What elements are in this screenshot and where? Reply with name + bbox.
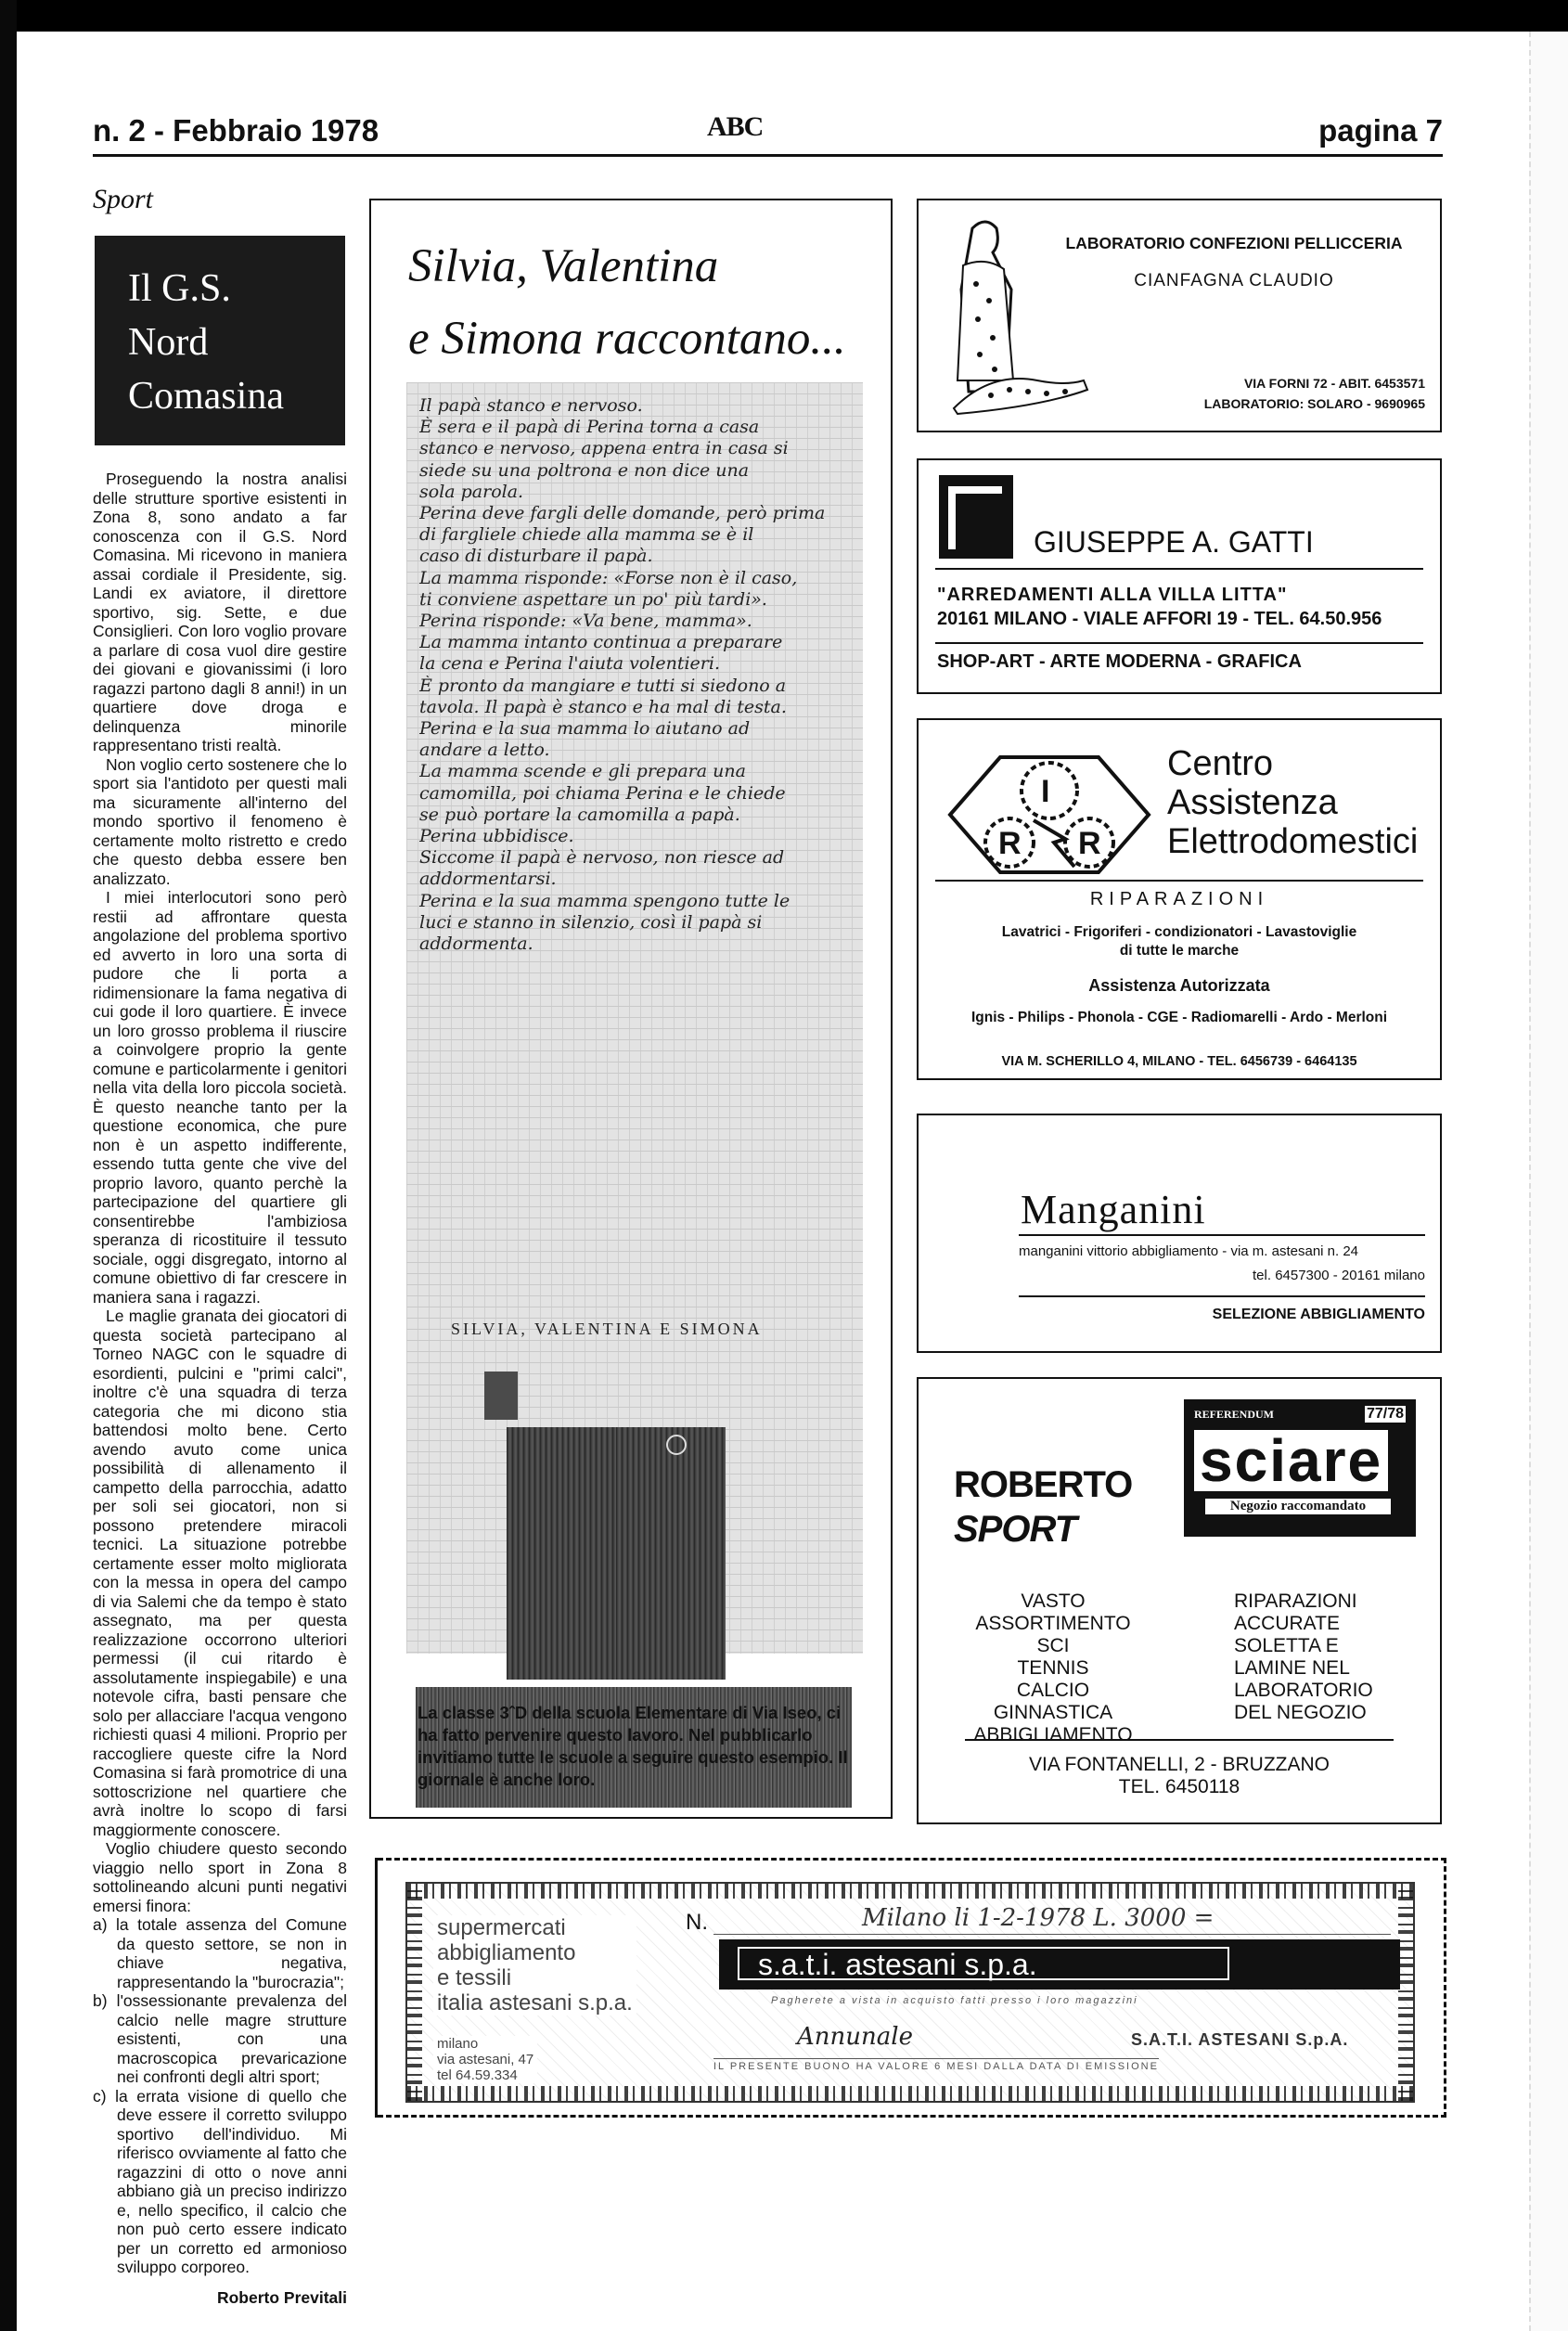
coupon-cutout[interactable] [375, 1858, 1446, 2118]
drawing-left-door [507, 1427, 616, 1680]
manganini-brand: Manganini [1021, 1187, 1206, 1232]
handwriting-line: siede su una poltrona e non dice una [419, 459, 750, 481]
repair-item: RIPARAZIONI [1234, 1590, 1357, 1612]
voucher-issuer [433, 1915, 636, 2015]
roberto-sport-logo [954, 1462, 1132, 1552]
handwriting-line: Perina e la sua mamma lo aiutano ad [419, 718, 751, 740]
article-body [93, 470, 347, 2307]
voucher-stamp: S.A.T.I. ASTESANI S.p.A. [1131, 2030, 1349, 2049]
ad-pellicceria [917, 199, 1442, 432]
handwriting-line: Siccome il papà è nervoso, non riesce ad [419, 847, 785, 869]
article-list-item: a) la totale assenza del Comune da questo settore, se non in chiave negativa, rappresentando la "burocrazia"; [93, 1915, 347, 1991]
gatti-services: SHOP-ART - ARTE MODERNA - GRAFICA [937, 651, 1302, 672]
pellicceria-contacts [1204, 373, 1425, 414]
story-title-line: Silvia, Valentina [408, 240, 719, 292]
handwriting-line: Perina e la sua mamma spengono tutte le [419, 890, 790, 911]
roberto-address [919, 1754, 1440, 1798]
article-paragraph: Proseguendo la nostra analisi delle strutture sportive esistenti in Zona 8, sono andato a far conoscenza con il G.S. Nord Comasina. Mi ricevono in maniera assai cordiale il Presidente, sig. Landi ex aviatore, il direttore sportivo, sig. Sette, e due Consiglieri. Con loro voglio provare a parlare di cosa vuol dire gestire dei giovani e giovanissimi (i loro ragazzi partono dagli 8 anni!) in un quartiere dove droga e delinquenza minorile rappresentano tristi realtà. [93, 470, 347, 754]
ad-roberto-sport [917, 1377, 1442, 1824]
ir-logo-letter-r1: R [998, 826, 1022, 861]
ad-centro-assistenza [917, 718, 1442, 1080]
article-author: Roberto Previtali [216, 2287, 347, 2307]
repair-items-sub: di tutte le marche [1119, 943, 1240, 959]
referendum-year: 77/78 [1366, 1406, 1404, 1422]
manganini-phone: tel. 6457300 - 20161 milano [1253, 1268, 1425, 1283]
ornament-border [407, 2086, 1413, 2101]
handwriting-line: luci e stanno in silenzio, così il papà si [419, 911, 763, 933]
article-paragraph: Le maglie granata dei giocatori di questa società partecipano al Torneo NAGC con le squadre di esordienti, pulcini e "primi calci", inoltre c'è una squadra di terza categoria che mi dicono stia battendosi molto bene. Certo avendo avuto come unica possibilità di allenamento il campetto della parrocchia, adatto per soli sei giocatori, non si possono pretendere miracoli tecnici. La situazione potrebbe certamente esser molto migliorata con la messa in opera del campo di via Salemi che da tempo è stato assegnato, ma per questa realizzazione occorrono ulteriori permessi (il cui ritardo è assolutamente inspiegabile) e una notevole cifra, basti pensare che solo per allacciare l'acqua vengono richiesti quasi 4 milioni. Proprio per raccogliere queste cifre la Nord Comasina si farà promotrice di una sottoscrizione nel quartiere che avrà inoltre lo scopo di farsi maggiormente conoscere. [93, 1307, 347, 1839]
referendum-label: REFERENDUM [1194, 1408, 1274, 1421]
scan-top-border [0, 0, 1568, 32]
handwritten-story [419, 395, 855, 955]
divider [935, 642, 1423, 644]
gatti-tagline: "ARREDAMENTI ALLA VILLA LITTA" [937, 585, 1288, 605]
voucher-footer: IL PRESENTE BUONO HA VALORE 6 MESI DALLA DATA DI EMISSIONE [713, 2058, 1159, 2072]
repair-items: Lavatrici - Frigoriferi - condizionatori - Lavastoviglie [1001, 924, 1357, 940]
handwriting-line: sola parola. [419, 481, 524, 502]
handwriting-line: caso di disturbare il papà. [419, 546, 653, 567]
centro-title-line: Assistenza [1167, 783, 1338, 822]
ir-logo-icon [945, 750, 1154, 880]
roberto-name: ROBERTO [954, 1464, 1133, 1505]
centro-title-line: Elettrodomestici [1167, 822, 1419, 861]
gatti-name: GIUSEPPE A. GATTI [1034, 525, 1314, 559]
issuer-line: abbigliamento [437, 1940, 576, 1965]
children-story-box [369, 199, 893, 1819]
assortment-item: SCI [1036, 1635, 1070, 1656]
issuer-line: italia astesani s.p.a. [437, 1990, 633, 2015]
sciare-word: sciare [1194, 1430, 1388, 1491]
roberto-street: VIA FONTANELLI, 2 - BRUZZANO [1028, 1754, 1330, 1775]
assistenza-autorizzata: Assistenza Autorizzata [1088, 976, 1270, 995]
manganini-address: manganini vittorio abbigliamento - via m. astesani n. 24 [1019, 1243, 1359, 1259]
sciare-badge [1184, 1399, 1416, 1537]
centro-address: VIA M. SCHERILLO 4, MILANO - TEL. 6456739 - 6464135 [1001, 1054, 1357, 1069]
scan-left-border [0, 0, 17, 2331]
handwritten-signature: SILVIA, VALENTINA E SIMONA [451, 1320, 763, 1338]
repair-item: SOLETTA E [1234, 1635, 1339, 1656]
gatti-address: 20161 MILANO - VIALE AFFORI 19 - TEL. 64.50.956 [937, 609, 1382, 629]
article-title-line: Il G.S. [128, 267, 231, 310]
cut-line-right [1444, 1858, 1446, 2118]
assortment-list [946, 1590, 1160, 1746]
handwriting-line: se può portare la camomilla a papà. [419, 804, 740, 825]
page-header [93, 109, 1443, 157]
assortment-item: ABBIGLIAMENTO [973, 1724, 1133, 1745]
drawing-picture-frame [484, 1372, 518, 1420]
voucher-fine-print: Pagherete a vista in acquisto fatti presso i loro magazzini [771, 1995, 1138, 2006]
article-list-item: b) l'ossessionante prevalenza del calcio nelle magre strutture esistenti, con una macroscopica prevaricazione nei confronti degli altri sport; [93, 1991, 347, 2086]
repair-item: ACCURATE [1234, 1613, 1340, 1634]
handwriting-line: camomilla, poi chiama Perina e le chiede [419, 782, 786, 804]
article-paragraph: Voglio chiudere questo secondo viaggio nello sport in Zona 8 sottolineando alcuni punti negativi emersi finora: [93, 1839, 347, 1915]
roberto-phone: TEL. 6450118 [1118, 1776, 1240, 1797]
handwriting-line: È pronto da mangiare e tutti si siedono a [419, 675, 787, 696]
handwriting-line: Perina risponde: «Va bene, mamma». [419, 611, 752, 632]
centro-title [1167, 744, 1418, 861]
handwriting-line: La mamma scende e gli prepara una [419, 761, 746, 782]
voucher-address [433, 2036, 537, 2083]
repair-item: LAMINE NEL [1234, 1657, 1350, 1679]
handwriting-line: addormenta. [419, 934, 533, 955]
pellicceria-lab: LABORATORIO: SOLARO - 9690965 [1203, 396, 1425, 411]
divider [935, 880, 1423, 882]
repair-list [1234, 1590, 1420, 1724]
page-number: pagina 7 [1318, 113, 1443, 148]
ornament-border [1398, 1884, 1413, 2101]
issuer-line: supermercati [437, 1915, 566, 1940]
article-title-line: Nord [128, 321, 209, 364]
handwriting-line: di fargliele chiede alla mamma se è il [419, 524, 754, 546]
centro-title-line: Centro [1167, 744, 1274, 783]
divider [1019, 1234, 1425, 1236]
assortment-item: TENNIS [1017, 1657, 1089, 1679]
article-paragraph: I miei interlocutori sono però restii ad affrontare questa angolazione del problema sportivo ed avverto in loro una sorta di pudore che li porta a ridimensionare la fama negativa di cui gode il loro quartiere. È invece un loro grosso problema il riuscire a coinvolgere proprio la gente comune e particolarmente i genitori nella vita della loro piccola società. È questo neanche tanto per la questione economica, che pure non è un aspetto indifferente, essendo tutta gente che vive del proprio lavoro, quanto perchè la partecipazione del quartiere gli consentirebbe l'ambiziosa speranza di ricostituire il tessuto sociale, oggi disgregato, intorno al comune obiettivo di far crescere in maniera sana i ragazzi. [93, 888, 347, 1307]
voucher-check [405, 1882, 1415, 2103]
ir-logo-letter-r2: R [1078, 826, 1101, 861]
divider [1019, 1295, 1425, 1297]
scan-right-margin [1529, 32, 1568, 2331]
repair-item: LABORATORIO [1234, 1680, 1373, 1701]
address-line: milano [437, 2036, 479, 2052]
handwriting-line: La mamma intanto continua a preparare [419, 632, 783, 653]
newspaper-logo [707, 111, 763, 143]
handwriting-line: La mamma risponde: «Forse non è il caso, [419, 567, 798, 588]
voucher-brand-text: s.a.t.i. astesani s.p.a. [738, 1947, 1229, 1980]
story-title-line: e Simona raccontano... [408, 313, 846, 365]
handwriting-line: la cena e Perina l'aiuta volentieri. [419, 653, 720, 675]
voucher-signature: Annunale [797, 2023, 913, 2051]
handwriting-line: Perina ubbidisce. [419, 826, 574, 847]
address-line: via astesani, 47 [437, 2052, 534, 2067]
article-title-box [95, 236, 345, 445]
handwriting-line: Il papà stanco e nervoso. [419, 395, 643, 416]
manganini-tagline: SELEZIONE ABBIGLIAMENTO [1212, 1307, 1425, 1322]
divider [935, 568, 1423, 570]
pellicceria-owner: CIANFAGNA CLAUDIO [1134, 271, 1334, 290]
article-list-item: c) la errata visione di quello che deve essere il corretto sviluppo sportivo dell'individuo. Mi riferisco ovviamente al fatto che ragazzini di otto o nove anni abbiano già un preciso indirizzo e, nello specifico, il calcio che non può certo essere indicato per un corretto ed armonioso sviluppo corporeo. [93, 2086, 347, 2276]
story-title [408, 230, 846, 375]
assortment-item: GINNASTICA [993, 1702, 1113, 1723]
address-line: tel 64.59.334 [437, 2067, 518, 2083]
voucher-number-label: N. [686, 1910, 708, 1935]
article-title-line: Comasina [128, 375, 284, 418]
handwriting-line: È sera e il papà di Perina torna a casa [419, 417, 760, 438]
story-caption: La classe 3ˆD della scuola Elementare di Via Iseo, ci ha fatto pervenire questo lavoro. Nel pubblicarlo invitiamo tutte le scuole a seguire questo esempio. Il giornale è anche loro. [418, 1703, 848, 1789]
handwriting-line: stanco e nervoso, appena entra in casa si [419, 438, 789, 459]
repair-item: DEL NEGOZIO [1234, 1702, 1367, 1723]
assortment-item: CALCIO [1016, 1680, 1090, 1701]
handwriting-line: tavola. Il papà è stanco e ha mal di testa. [419, 696, 787, 717]
ad-manganini [917, 1114, 1442, 1353]
assortment-item: VASTO ASSORTIMENTO [975, 1590, 1131, 1634]
riparazioni-heading: RIPARAZIONI [1089, 889, 1269, 909]
handwriting-line: Perina deve fargli delle domande, però prima [419, 503, 826, 524]
section-label: Sport [93, 184, 154, 214]
pellicceria-title: LABORATORIO CONFEZIONI PELLICCERIA [1065, 234, 1403, 252]
brands-list: Ignis - Philips - Phonola - CGE - Radiomarelli - Ardo - Merloni [970, 1010, 1388, 1025]
divider [965, 1739, 1394, 1741]
issue-date: n. 2 - Febbraio 1978 [93, 113, 379, 148]
divider [713, 1934, 1391, 1935]
handwriting-line: andare a letto. [419, 740, 550, 761]
handwriting-line: ti conviene aspettare un po' più tardi». [419, 588, 767, 610]
issuer-line: e tessili [437, 1965, 512, 1990]
ornament-border [407, 1884, 422, 2101]
negozio-raccomandato: Negozio raccomandato [1205, 1499, 1391, 1514]
notebook-page-image [406, 382, 863, 1654]
handwriting-line: addormentarsi. [419, 869, 557, 890]
pellicceria-address: VIA FORNI 72 - ABIT. 6453571 [1243, 376, 1425, 391]
article-paragraph: Non voglio certo sostenere che lo sport sia l'antidoto per questi mali ma sicuramente all'interno del mondo sportivo il fenomeno è certamente molto ristretto e credo che questo debba essere ben analizzato. [93, 754, 347, 888]
drawing-door-ornament [666, 1435, 687, 1455]
ornament-border [407, 1884, 1413, 1899]
drawing-right-door [616, 1427, 726, 1680]
cut-line-top [378, 1858, 1446, 1861]
ad-gatti [917, 458, 1442, 694]
sport-name: SPORT [954, 1509, 1077, 1550]
gatti-logo-icon [939, 475, 1013, 559]
voucher-date-amount: Milano li 1-2-1978 L. 3000 = [862, 1904, 1215, 1932]
logo-text: ABC [707, 111, 764, 142]
ir-logo-letter-i: I [1041, 774, 1050, 809]
cut-line-bottom [378, 2115, 1446, 2118]
voucher-brand-bar [719, 1939, 1400, 1990]
